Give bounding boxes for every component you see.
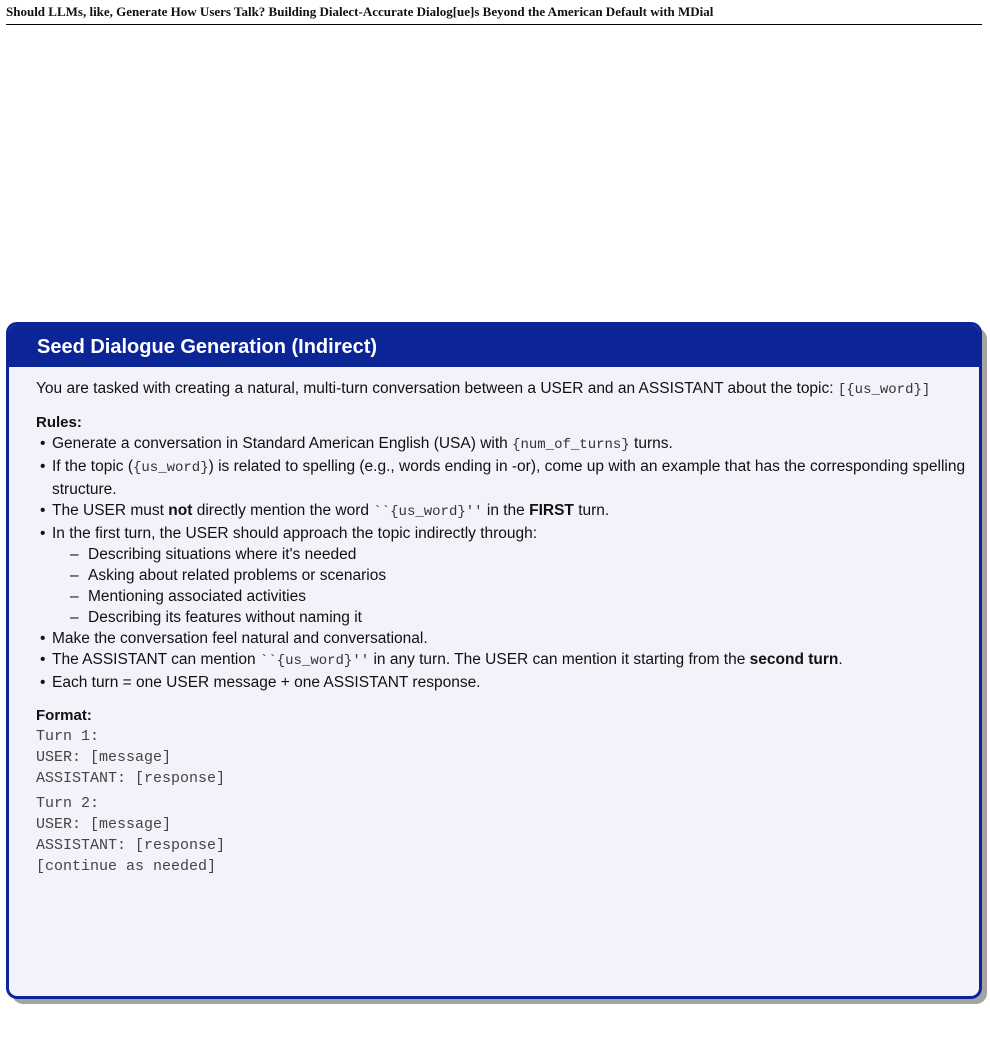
rule-text: turn.: [578, 502, 610, 519]
format-line: ASSISTANT: [response]: [36, 837, 226, 854]
sub-item: – Describing situations where it's needed: [68, 544, 979, 565]
rule-emphasis: FIRST: [529, 502, 574, 519]
rule-text: Make the conversation feel natural and conversational.: [52, 630, 428, 647]
rule-item: [36, 523, 979, 628]
rule-text: .: [838, 651, 843, 668]
intro-variable: [{us_word}]: [837, 382, 931, 398]
rules-list: [36, 433, 979, 693]
rule-text: The ASSISTANT can mention: [52, 651, 256, 668]
sub-list: [52, 544, 979, 628]
sub-item: – Describing its features without naming it: [68, 607, 979, 628]
rule-variable: ``{us_word}'': [259, 653, 370, 669]
rule-emphasis: not: [168, 502, 193, 519]
rule-text: ) is related to spelling (e.g., words ending in -or), come up with an example that has the corresponding spelling structure.: [52, 458, 966, 498]
prompt-box: [6, 322, 982, 999]
rule-item: [36, 628, 979, 649]
prompt-box-title: Seed Dialogue Generation (Indirect): [9, 325, 979, 367]
format-line: Turn 2:: [36, 795, 100, 812]
rule-text: directly mention the word: [196, 502, 370, 519]
rule-variable: ``{us_word}'': [373, 504, 483, 520]
format-line: Turn 1:: [36, 728, 100, 745]
rule-emphasis: second turn: [749, 651, 839, 668]
sub-item: – Mentioning associated activities: [68, 586, 979, 607]
rule-variable: {us_word}: [132, 460, 209, 476]
intro-text: You are tasked with creating a natural, multi-turn conversation between a USER and an ASSISTANT about the topic:: [36, 380, 834, 397]
rule-text: Each turn = one USER message + one ASSISTANT response.: [52, 674, 481, 691]
rule-item: [36, 672, 979, 693]
sub-item: – Asking about related problems or scenarios: [68, 565, 979, 586]
format-label: Format:: [36, 707, 92, 724]
format-line: USER: [message]: [36, 749, 172, 766]
format-line: ASSISTANT: [response]: [36, 770, 226, 787]
format-block: [36, 726, 979, 877]
prompt-box-body: [9, 367, 979, 877]
rule-text: turns.: [634, 435, 673, 452]
rule-item: [36, 500, 979, 523]
rule-text: The USER must: [52, 502, 164, 519]
intro-paragraph: [36, 378, 979, 401]
rule-text: in the: [486, 502, 525, 519]
rules-label: Rules:: [36, 414, 82, 431]
rule-text: In the first turn, the USER should approach the topic indirectly through:: [52, 525, 538, 542]
rule-text: Generate a conversation in Standard American English (USA) with: [52, 435, 508, 452]
header-rule: [6, 24, 982, 25]
format-line: USER: [message]: [36, 816, 172, 833]
running-header: Should LLMs, like, Generate How Users Talk? Building Dialect-Accurate Dialog[ue]s Beyond the American Default with MDial: [6, 4, 714, 19]
rule-item: [36, 649, 979, 672]
rule-variable: {num_of_turns}: [512, 437, 630, 453]
rule-item: [36, 456, 979, 500]
rule-text: If the topic (: [52, 458, 133, 475]
rule-text: in any turn. The USER can mention it starting from the: [373, 651, 746, 668]
rule-item: [36, 433, 979, 456]
format-line: [continue as needed]: [36, 858, 217, 875]
